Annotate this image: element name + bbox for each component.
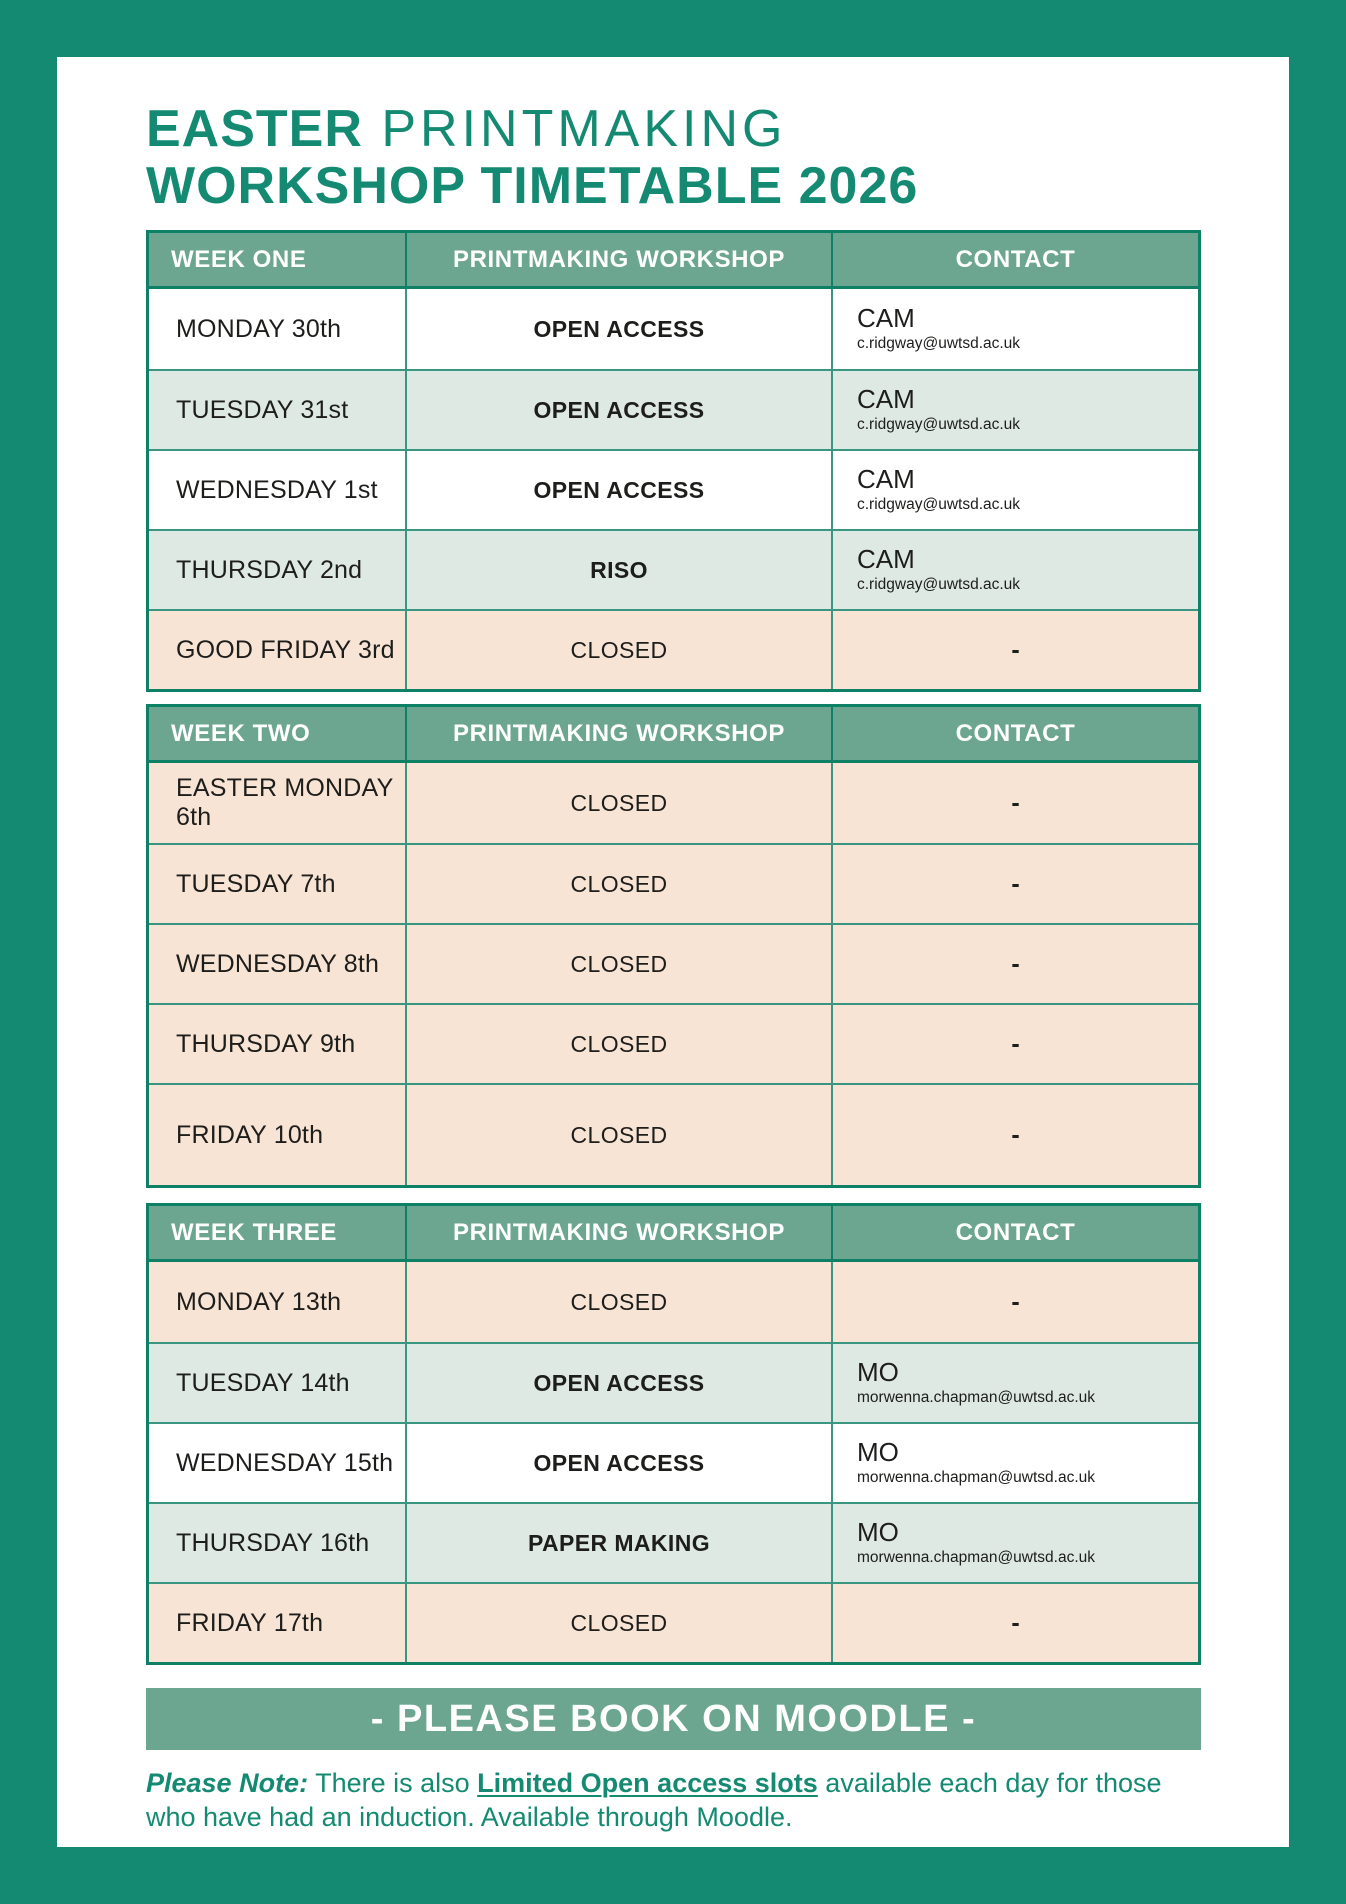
- title-accent: EASTER: [146, 100, 363, 158]
- table-header-row: [149, 1206, 1198, 1262]
- day-cell: WEDNESDAY 8th: [176, 949, 380, 978]
- table-row: [149, 923, 1198, 1003]
- day-cell: THURSDAY 2nd: [176, 555, 363, 584]
- week-one-table: [146, 230, 1201, 692]
- table-header-row: [149, 233, 1198, 289]
- contact-name: CAM: [857, 303, 915, 333]
- activity-cell: CLOSED: [405, 925, 831, 1003]
- header-cell-week: WEEK ONE: [171, 245, 307, 273]
- table-row: [149, 1422, 1198, 1502]
- week-three-table: [146, 1203, 1201, 1665]
- activity-cell: CLOSED: [405, 1262, 831, 1342]
- contact-name: MO: [857, 1437, 899, 1467]
- contact-cell: -: [831, 1262, 1198, 1342]
- contact-email: morwenna.chapman@uwtsd.ac.uk: [857, 1389, 1096, 1406]
- contact-email: morwenna.chapman@uwtsd.ac.uk: [857, 1469, 1096, 1486]
- day-cell: THURSDAY 16th: [176, 1528, 370, 1557]
- activity-cell: CLOSED: [405, 845, 831, 923]
- contact-cell: -: [831, 1584, 1198, 1662]
- contact-name: CAM: [857, 384, 915, 414]
- header-cell-contact: CONTACT: [831, 1206, 1198, 1259]
- week-two-table: [146, 704, 1201, 1188]
- table-row: [149, 843, 1198, 923]
- contact-email: c.ridgway@uwtsd.ac.uk: [857, 416, 1021, 433]
- header-cell-week: WEEK TWO: [171, 719, 311, 747]
- table-row: [149, 529, 1198, 609]
- day-cell: TUESDAY 31st: [176, 395, 349, 424]
- table-row: [149, 1003, 1198, 1083]
- contact-cell: [831, 1424, 1198, 1502]
- contact-cell: -: [831, 763, 1198, 843]
- header-cell-workshop: PRINTMAKING WORKSHOP: [405, 233, 831, 286]
- contact-cell: -: [831, 1085, 1198, 1185]
- header-cell-workshop: PRINTMAKING WORKSHOP: [405, 707, 831, 760]
- header-cell-contact: CONTACT: [831, 707, 1198, 760]
- moodle-banner: - PLEASE BOOK ON MOODLE -: [146, 1688, 1201, 1750]
- day-cell: THURSDAY 9th: [176, 1029, 356, 1058]
- activity-cell: CLOSED: [405, 1085, 831, 1185]
- contact-cell: -: [831, 611, 1198, 689]
- table-row: [149, 369, 1198, 449]
- note-after-link: available each day for those who have had an induction. Available through Moodle.: [146, 1768, 1162, 1832]
- activity-cell: OPEN ACCESS: [405, 1344, 831, 1422]
- activity-cell: CLOSED: [405, 611, 831, 689]
- day-cell: TUESDAY 7th: [176, 869, 336, 898]
- contact-cell: [831, 1344, 1198, 1422]
- table-row: [149, 1502, 1198, 1582]
- day-cell: TUESDAY 14th: [176, 1368, 350, 1397]
- day-cell: EASTER MONDAY 6th: [176, 774, 393, 831]
- day-cell: MONDAY 30th: [176, 314, 342, 343]
- contact-email: c.ridgway@uwtsd.ac.uk: [857, 335, 1021, 352]
- contact-cell: -: [831, 845, 1198, 923]
- activity-cell: PAPER MAKING: [405, 1504, 831, 1582]
- table-header-row: [149, 707, 1198, 763]
- title-line-1: [146, 101, 1201, 158]
- activity-cell: OPEN ACCESS: [405, 371, 831, 449]
- activity-cell: OPEN ACCESS: [405, 289, 831, 369]
- header-cell-workshop: PRINTMAKING WORKSHOP: [405, 1206, 831, 1259]
- contact-cell: -: [831, 1005, 1198, 1083]
- header-cell-contact: CONTACT: [831, 233, 1198, 286]
- contact-email: c.ridgway@uwtsd.ac.uk: [857, 576, 1021, 593]
- table-row: [149, 289, 1198, 369]
- table-row: [149, 763, 1198, 843]
- activity-cell: RISO: [405, 531, 831, 609]
- title-light: PRINTMAKING: [362, 100, 787, 158]
- poster-page: [57, 57, 1289, 1847]
- day-cell: GOOD FRIDAY 3rd: [176, 635, 395, 664]
- day-cell: FRIDAY 17th: [176, 1608, 324, 1637]
- day-cell: WEDNESDAY 15th: [176, 1448, 394, 1477]
- note-link-open-access-slots[interactable]: Limited Open access slots: [477, 1768, 818, 1798]
- activity-cell: CLOSED: [405, 1584, 831, 1662]
- contact-name: CAM: [857, 464, 915, 494]
- contact-email: c.ridgway@uwtsd.ac.uk: [857, 496, 1021, 513]
- table-row: [149, 1083, 1198, 1185]
- contact-cell: [831, 1504, 1198, 1582]
- note-before-link: There is also: [308, 1768, 478, 1798]
- note-lead: Please Note:: [146, 1768, 309, 1798]
- contact-cell: -: [831, 925, 1198, 1003]
- table-row: [149, 1262, 1198, 1342]
- contact-cell: [831, 289, 1198, 369]
- header-cell-week: WEEK THREE: [171, 1218, 338, 1246]
- table-row: [149, 1342, 1198, 1422]
- title-line-2: WORKSHOP TIMETABLE 2026: [146, 157, 919, 215]
- note-text: [146, 1766, 1201, 1834]
- contact-name: MO: [857, 1357, 899, 1387]
- day-cell: WEDNESDAY 1st: [176, 475, 378, 504]
- table-row: [149, 1582, 1198, 1662]
- activity-cell: OPEN ACCESS: [405, 1424, 831, 1502]
- contact-cell: [831, 451, 1198, 529]
- day-cell: MONDAY 13th: [176, 1287, 342, 1316]
- table-row: [149, 609, 1198, 689]
- table-row: [149, 449, 1198, 529]
- poster-title: [146, 101, 1201, 215]
- contact-cell: [831, 531, 1198, 609]
- activity-cell: OPEN ACCESS: [405, 451, 831, 529]
- contact-cell: [831, 371, 1198, 449]
- contact-email: morwenna.chapman@uwtsd.ac.uk: [857, 1549, 1096, 1566]
- activity-cell: CLOSED: [405, 763, 831, 843]
- contact-name: MO: [857, 1517, 899, 1547]
- contact-name: CAM: [857, 544, 915, 574]
- activity-cell: CLOSED: [405, 1005, 831, 1083]
- day-cell: FRIDAY 10th: [176, 1120, 324, 1149]
